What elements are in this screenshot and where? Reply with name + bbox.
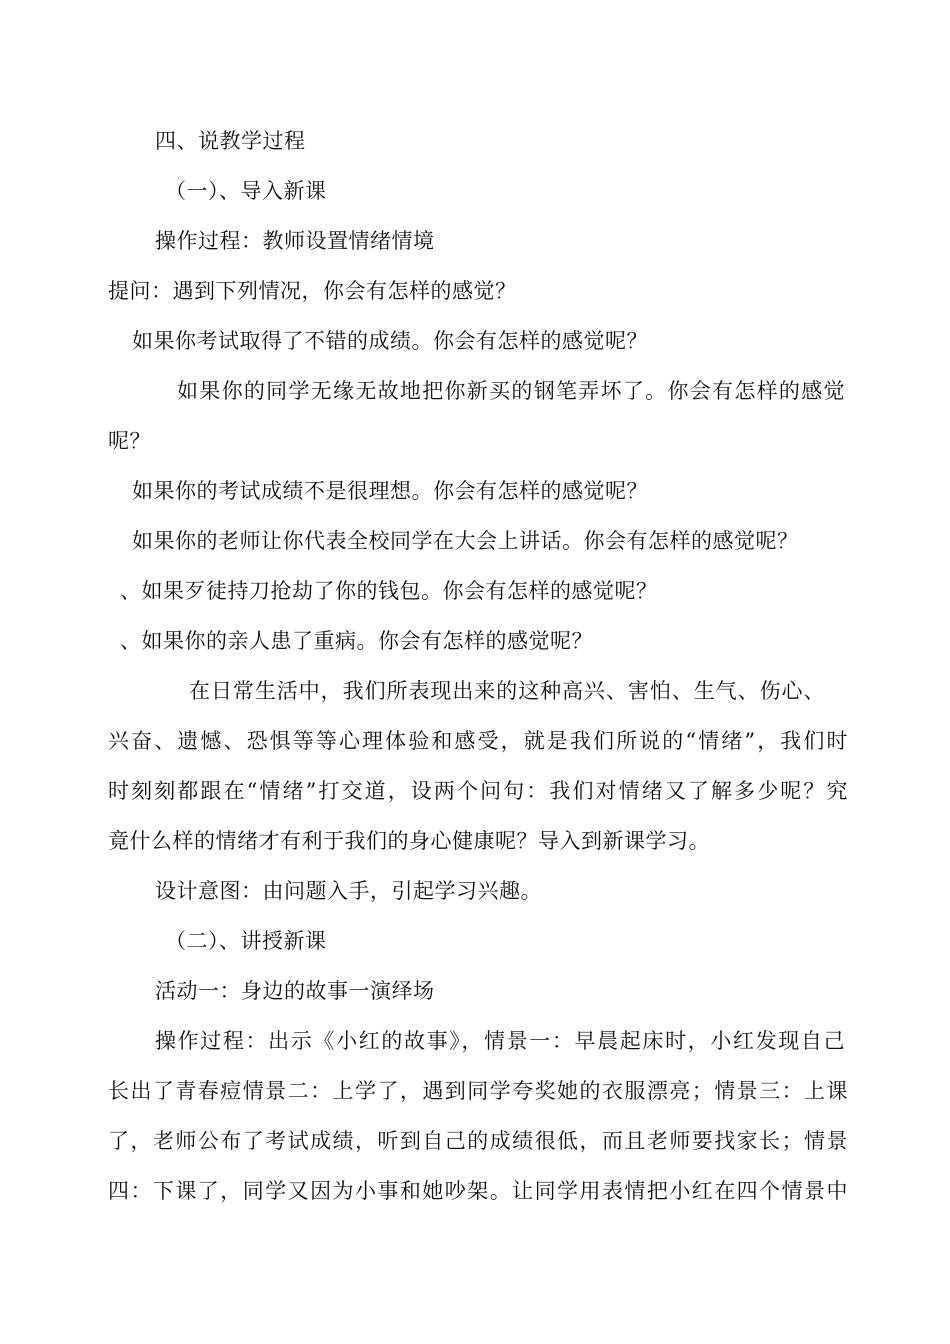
paragraph-line: 时刻刻都跟在“情绪”打交道，设两个问句：我们对情绪又了解多少呢？究 bbox=[108, 779, 848, 803]
paragraph-line: 如果你考试取得了不错的成绩。你会有怎样的感觉呢？ bbox=[132, 329, 648, 353]
subsection-heading: （一）、导入新课 bbox=[165, 179, 327, 203]
paragraph-line: 竟什么样的情绪才有利于我们的身心健康呢？导入到新课学习。 bbox=[108, 829, 710, 853]
section-heading: 四、说教学过程 bbox=[155, 129, 306, 153]
paragraph-line: 在日常生活中，我们所表现出来的这种高兴、害怕、生气、伤心、 bbox=[189, 679, 825, 703]
paragraph-line: 长出了青春痘情景二：上学了，遇到同学夸奖她的衣服漂亮；情景三：上课 bbox=[108, 1079, 848, 1103]
paragraph-line: 设计意图：由问题入手，引起学习兴趣。 bbox=[155, 879, 542, 903]
paragraph-line: 、如果歹徒持刀抢劫了你的钱包。你会有怎样的感觉呢？ bbox=[120, 579, 658, 603]
paragraph-line: 、如果你的亲人患了重病。你会有怎样的感觉呢？ bbox=[120, 629, 593, 653]
paragraph-line: 如果你的考试成绩不是很理想。你会有怎样的感觉呢？ bbox=[132, 479, 648, 503]
paragraph-line: 了，老师公布了考试成绩，听到自己的成绩很低，而且老师要找家长；情景 bbox=[108, 1129, 848, 1153]
paragraph-line: 活动一：身边的故事一演绎场 bbox=[155, 979, 435, 1003]
paragraph-line: 如果你的老师让你代表全校同学在大会上讲话。你会有怎样的感觉呢？ bbox=[132, 529, 799, 553]
paragraph-line: 提问：遇到下列情况，你会有怎样的感觉？ bbox=[108, 279, 517, 303]
subsection-heading: （二）、讲授新课 bbox=[165, 929, 327, 953]
paragraph-line: 操作过程：教师设置情绪情境 bbox=[155, 229, 435, 253]
paragraph-line: 兴奋、遗憾、恐惧等等心理体验和感受，就是我们所说的“情绪”，我们时 bbox=[108, 729, 848, 753]
paragraph-line: 如果你的同学无缘无故地把你新买的钢笔弄坏了。你会有怎样的感觉 bbox=[177, 379, 845, 403]
paragraph-line: 操作过程：出示《小红的故事》，情景一：早晨起床时，小红发现自己 bbox=[155, 1029, 845, 1053]
paragraph-line: 呢？ bbox=[108, 429, 151, 453]
paragraph-line: 四：下课了，同学又因为小事和她吵架。让同学用表情把小红在四个情景中 bbox=[108, 1179, 848, 1203]
